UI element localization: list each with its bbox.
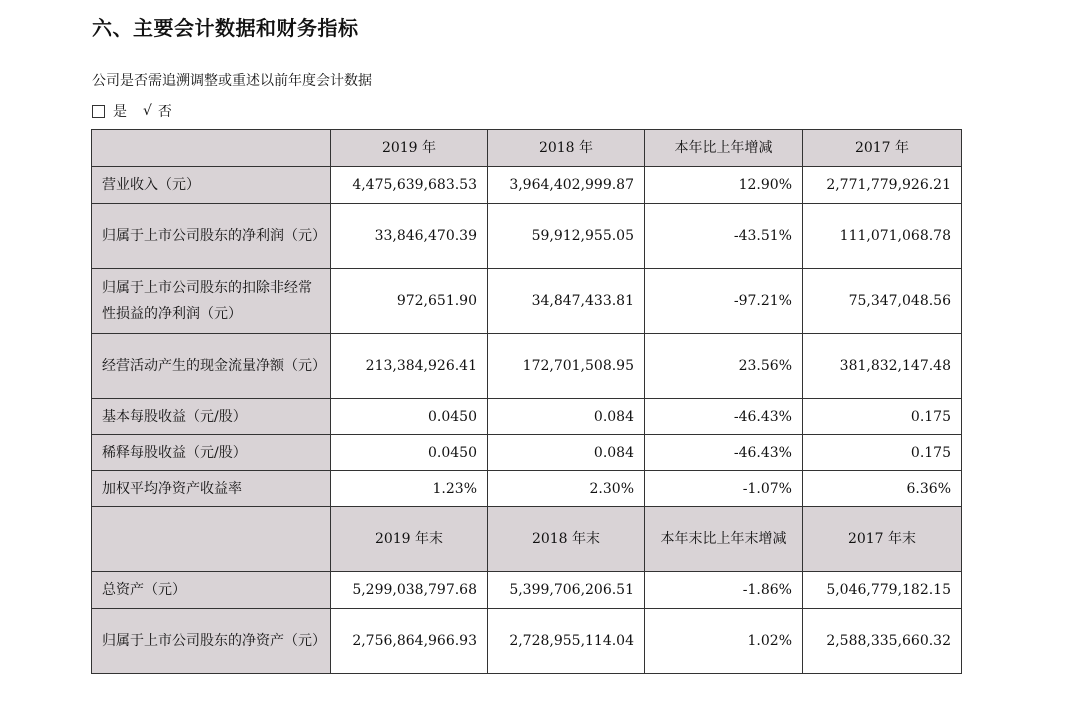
- value-cell: 0.084: [488, 399, 645, 435]
- value-cell: 1.23%: [331, 471, 488, 507]
- value-cell: 34,847,433.81: [488, 269, 645, 334]
- row-label: 总资产（元）: [92, 572, 331, 609]
- value-cell: 6.36%: [803, 471, 962, 507]
- table-row: [92, 399, 962, 435]
- financial-indicators-table: [91, 129, 962, 674]
- header-cell: 本年末比上年末增减: [645, 507, 803, 572]
- row-label: 基本每股收益（元/股）: [92, 399, 331, 435]
- header-cell: 2018 年末: [488, 507, 645, 572]
- table-row: [92, 167, 962, 204]
- header-cell: 本年比上年增减: [645, 130, 803, 167]
- header-cell: 2017 年末: [803, 507, 962, 572]
- table-row: [92, 435, 962, 471]
- value-cell: 972,651.90: [331, 269, 488, 334]
- row-label: 归属于上市公司股东的净利润（元）: [92, 204, 331, 269]
- value-cell: -43.51%: [645, 204, 803, 269]
- value-cell: 5,399,706,206.51: [488, 572, 645, 609]
- table-row: [92, 204, 962, 269]
- row-label: 归属于上市公司股东的扣除非经常性损益的净利润（元）: [92, 269, 331, 334]
- value-cell: -46.43%: [645, 399, 803, 435]
- table-row: [92, 609, 962, 674]
- value-cell: 0.084: [488, 435, 645, 471]
- table-row: [92, 269, 962, 334]
- value-cell: 1.02%: [645, 609, 803, 674]
- option-yes-label: 是: [113, 104, 127, 120]
- value-cell: 5,299,038,797.68: [331, 572, 488, 609]
- value-cell: 3,964,402,999.87: [488, 167, 645, 204]
- value-cell: -46.43%: [645, 435, 803, 471]
- value-cell: 23.56%: [645, 334, 803, 399]
- value-cell: 172,701,508.95: [488, 334, 645, 399]
- value-cell: 0.175: [803, 435, 962, 471]
- value-cell: -1.86%: [645, 572, 803, 609]
- header-corner-cell: [92, 130, 331, 167]
- value-cell: 2,771,779,926.21: [803, 167, 962, 204]
- section-title: 六、主要会计数据和财务指标: [92, 16, 359, 40]
- value-cell: 2,728,955,114.04: [488, 609, 645, 674]
- value-cell: 4,475,639,683.53: [331, 167, 488, 204]
- row-label: 经营活动产生的现金流量净额（元）: [92, 334, 331, 399]
- value-cell: 0.0450: [331, 435, 488, 471]
- value-cell: -1.07%: [645, 471, 803, 507]
- value-cell: 75,347,048.56: [803, 269, 962, 334]
- value-cell: 33,846,470.39: [331, 204, 488, 269]
- value-cell: 213,384,926.41: [331, 334, 488, 399]
- row-label: 加权平均净资产收益率: [92, 471, 331, 507]
- value-cell: -97.21%: [645, 269, 803, 334]
- table-row: [92, 572, 962, 609]
- header-row-year-end: [92, 507, 962, 572]
- check-mark-icon: √: [143, 103, 152, 119]
- value-cell: 59,912,955.05: [488, 204, 645, 269]
- header-cell: 2018 年: [488, 130, 645, 167]
- value-cell: 5,046,779,182.15: [803, 572, 962, 609]
- restatement-options: [92, 101, 172, 121]
- header-row-years: [92, 130, 962, 167]
- header-cell: 2019 年末: [331, 507, 488, 572]
- value-cell: 12.90%: [645, 167, 803, 204]
- table-row: [92, 334, 962, 399]
- row-label: 归属于上市公司股东的净资产（元）: [92, 609, 331, 674]
- empty-checkbox-icon: [92, 105, 105, 118]
- restatement-question: 公司是否需追溯调整或重述以前年度会计数据: [92, 73, 372, 89]
- table-row: [92, 471, 962, 507]
- value-cell: 0.0450: [331, 399, 488, 435]
- value-cell: 381,832,147.48: [803, 334, 962, 399]
- header-corner-cell: [92, 507, 331, 572]
- header-cell: 2019 年: [331, 130, 488, 167]
- value-cell: 0.175: [803, 399, 962, 435]
- row-label: 营业收入（元）: [92, 167, 331, 204]
- row-label: 稀释每股收益（元/股）: [92, 435, 331, 471]
- header-cell: 2017 年: [803, 130, 962, 167]
- value-cell: 2,756,864,966.93: [331, 609, 488, 674]
- option-no-label: 否: [157, 104, 172, 120]
- value-cell: 2,588,335,660.32: [803, 609, 962, 674]
- value-cell: 2.30%: [488, 471, 645, 507]
- value-cell: 111,071,068.78: [803, 204, 962, 269]
